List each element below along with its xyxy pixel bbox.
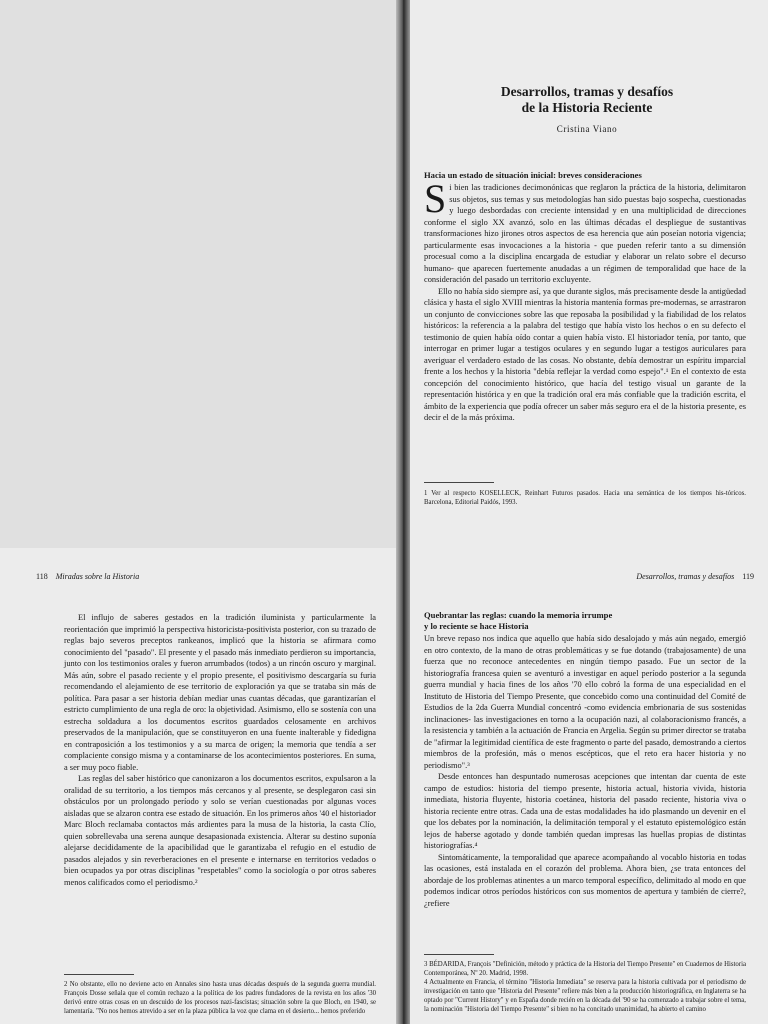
- section-heading-line1: Quebrantar las reglas: cuando la memoria irrumpe: [424, 610, 613, 620]
- paragraph: Un breve repaso nos indica que aquello que había sido desalojado y más aún negado, emergió en otro contexto, de la mano de otras problemáticas y se fue dotando (trabajosamente) de una fuerza que no reconoce antecedentes en ningún tiempo pasado. Fue un sector de la historiografía francesa quien se aventuró a investigar en aquel período posterior a la segunda guerra mundial y hacia fines de los años '70 ello cobró la forma de una especialidad en el Instituto de Historia del Tiempo Presente, que concebido como una continuidad del Comité de Estudios de la 2da Guerra Mundial concentró -como evidencia embrionaria de sus sostenidas inclinaciones- las investigaciones en torno a la ocupación nazi, al colaboracionismo francés, a la resistencia y también a la actuación de Francia en Argelia. Según su primer director se trataba de "afirmar la legitimidad científica de este fragmento o parte del pasado, demostrando a ciertos miembros de la profesión, más o menos escépticos, que el reto era hacer historia y no periodismo".³: [424, 634, 746, 770]
- book-gutter: [396, 0, 410, 1024]
- footnote: 3 BÉDARIDA, François "Definición, método y práctica de la Historia del Tiempo Presente" en Cuadernos de Historia Contemporánea, Nº 20. Madrid, 1998.: [424, 961, 746, 977]
- running-head: [636, 572, 754, 581]
- running-head: [36, 572, 139, 581]
- paragraph: El influjo de saberes gestados en la tradición iluminista y particularmente la reorientación que imprimió la perspectiva historicista-positivista posterior, con su trazado de reglas bajo severos preceptos rankeanos, implicó que la historia se afirmara como conocimiento del "pasado". El presente y el pasado más inmediato perdieron su importancia, junto con los testimonios orales y fueron arrumbados (todos) a un rincón oscuro y marginal. Más aún, sobre el pasado reciente y el propio presente, el positivismo descargaría su furia recomendando el alejamiento de ese territorio de exploración ya que se trataba sin más de política. Para pasar a ser historia debían mediar unas cuantas décadas, que garantizarían el estricto cumplimiento de una regla de oro: la objetividad. Asimismo, ello se sostenía con una estrecha soldadura a los documentos escritos guardados celosamente en archivos preservados de la manipulación, que se constituyeron en una fuente inalterable y fidedigna en contraposición a los testimonios y a su marca de origen; la memoria que tendía a ser complaciente consigo misma y a contaminarse de los acontecimientos posteriores. En suma, a ser muy poco fiable.: [64, 613, 376, 772]
- page-top-right: [402, 0, 768, 548]
- footnote-divider: [64, 974, 134, 975]
- body-text: [64, 612, 376, 888]
- running-head-title: Miradas sobre la Historia: [55, 572, 140, 581]
- body-text: [424, 176, 746, 424]
- paragraph: Las reglas del saber histórico que canonizaron a los documentos escritos, expulsaron a la oralidad de su territorio, a los tiempos más cercanos y al presente, se desplegaron casi sin obstáculos por un prolongado período y solo se verían cuestionadas por algunas voces aisladas que se alzaron contra ese estado de situación. En los primeros años '40 el historiador Marc Bloch reclamaba contactos más ardientes para la musa de la historia, la casta Clío, quien sobrellevaba una serena aunque desapasionada existencia. Alterar su destino suponía alejarse decididamente de la apacibilidad que le garantizaba el refugio en el estudio de pasados alejados y sin reverberaciones en el presente e internarse en territorios vedados o bien ocupados ya por otras disciplinas "respetables" como la sociología o por otros saberes menos calificados como el periodismo.²: [64, 774, 376, 887]
- section-heading-line2: y lo reciente se hace Historia: [424, 621, 529, 631]
- paragraph: Ello no había sido siempre así, ya que durante siglos, más precisamente desde la antigüedad clásica y hasta el siglo XVIII mientras la historia mantenía formas pre-modernas, se arrastraron un conjunto de convicciones sobre las que reposaba la posibilidad y la fiabilidad de los relatos históricos: la referencia a la palabra del testigo que había visto los hechos o en su defecto el testimonio de quien había oído contar a quien había visto. El historiador tenía, por tanto, que interrogar en primer lugar a testigos oculares y en segundo lugar a testigos auriculares para averiguar el verdadero estado de las cosas. No obstante, debía demostrar un espíritu imparcial frente a los hechos y la historia "debía reflejar la verdad como espejo".¹ En el contexto de esta concepción del conocimiento histórico, que hacía del testigo visual un garante de la representación histórica y en que la tradición oral era más confiable que la tradición escrita, el ámbito de la experiencia que podía ofrecer un saber más seguro era el de la historia presente, es decir el de la más próxima.: [424, 286, 746, 422]
- chapter-title: [482, 84, 692, 116]
- footnote-divider: [424, 954, 494, 955]
- paragraph-text: i bien las tradiciones decimonónicas que reglaron la práctica de la historia, delimitaron sus objetos, sus temas y sus metodologías han sido puestas bajo sospecha, cuestionadas y luego desbordadas con creciente intensidad y en una multiplicidad de direcciones conforme el siglo XX avanzó, solo en las últimas décadas el despliegue de sustantivas transformaciones hizo jirones otros aspectos de esa herencia que aún poseían notoria vigencia; particularmente esas invocaciones a la historia - que pueden referir tanto a su dimensión procesual como a la disciplina encargada de estudiar y elaborar un relato sobre el decurso humano- que aparecen fuertemente anudadas a un régimen de temporalidad que hace de la consideración del pasado un territorio excluyente.: [424, 183, 746, 284]
- blank-page-top-left: [0, 0, 402, 548]
- author-name: Cristina Viano: [556, 124, 618, 134]
- section-heading: Hacia un estado de situación inicial: breves consideraciones: [424, 170, 642, 180]
- footnote: 1 Ver al respecto KOSELLECK, Reinhart Futuros pasados. Hacia una semántica de los tiempos his-tóricos. Barcelona, Editorial Paidós, 1993.: [424, 490, 746, 506]
- drop-cap: S: [424, 176, 447, 221]
- body-text: [424, 633, 746, 909]
- paragraph: [424, 176, 746, 286]
- footnote-divider: [424, 482, 494, 483]
- page-number: 119: [742, 572, 754, 581]
- running-head-title: Desarrollos, tramas y desafíos: [636, 572, 735, 581]
- paragraph: Sintomáticamente, la temporalidad que aparece acompañando al vocablo historia en todas las ocasiones, está instalada en el corazón del problema. Ahora bien, ¿se trata entonces del abordaje de los problemas atinentes a un marco temporal específico, delimitado al modo en que podemos indicar otros períodos históricos con sus momentos de apertura y también de cierre?, ¿refiere: [424, 852, 746, 908]
- section-heading: [424, 610, 744, 632]
- footnote: 2 No obstante, ello no deviene acto en Annales sino hasta unas décadas después de la segunda guerra mundial. François Dosse señala que el común rechazo a la política de los padres fundadores de la revista en los años '30 derivó entre otras cosas en un descuido de los procesos nazi-fascistas; situación sobre la que Bloch, en 1940, se lamentaría. "No nos hemos atrevido a ser en la plaza pública la voz que clama en el desierto... hemos preferido: [64, 981, 376, 1015]
- page-bottom-right: [402, 548, 768, 1024]
- chapter-title-line2: de la Historia Reciente: [521, 100, 653, 115]
- page-bottom-left: [0, 548, 402, 1024]
- chapter-title-line1: Desarrollos, tramas y desafíos: [500, 84, 674, 99]
- paragraph: Desde entonces han despuntado numerosas acepciones que intentan dar cuenta de este campo de estudios: historia del tiempo presente, historia actual, historia vivida, historia inmediata, historia fluyente, historia coetánea, historia del pasado reciente, historia viva o historia reciente entre otras. Cada una de estas modalidades ha ido plasmando un devenir en el que los debates por la nominación, la delimitación temporal y el estatuto epistemológico están lejos de haberse agotado y donde también quedan impresas las huellas propias de distintas historiografías.⁴: [424, 772, 746, 850]
- footnote: 4 Actualmente en Francia, el término "Historia Inmediata" se reserva para la historia cultivada por el periodismo de investigación en tanto que "Historia del Presente" refiere más bien a la producción historiográfica, en Inglaterra se ha optado por "Current History" y en España donde recién en la década del '90 se ha comenzado a trabajar sobre el tema, la nominación "Historia del Tiempo Presente" si bien no ha concitado unanimidad, ha abierto el camino: [424, 979, 746, 1013]
- page-number: 118: [36, 572, 48, 581]
